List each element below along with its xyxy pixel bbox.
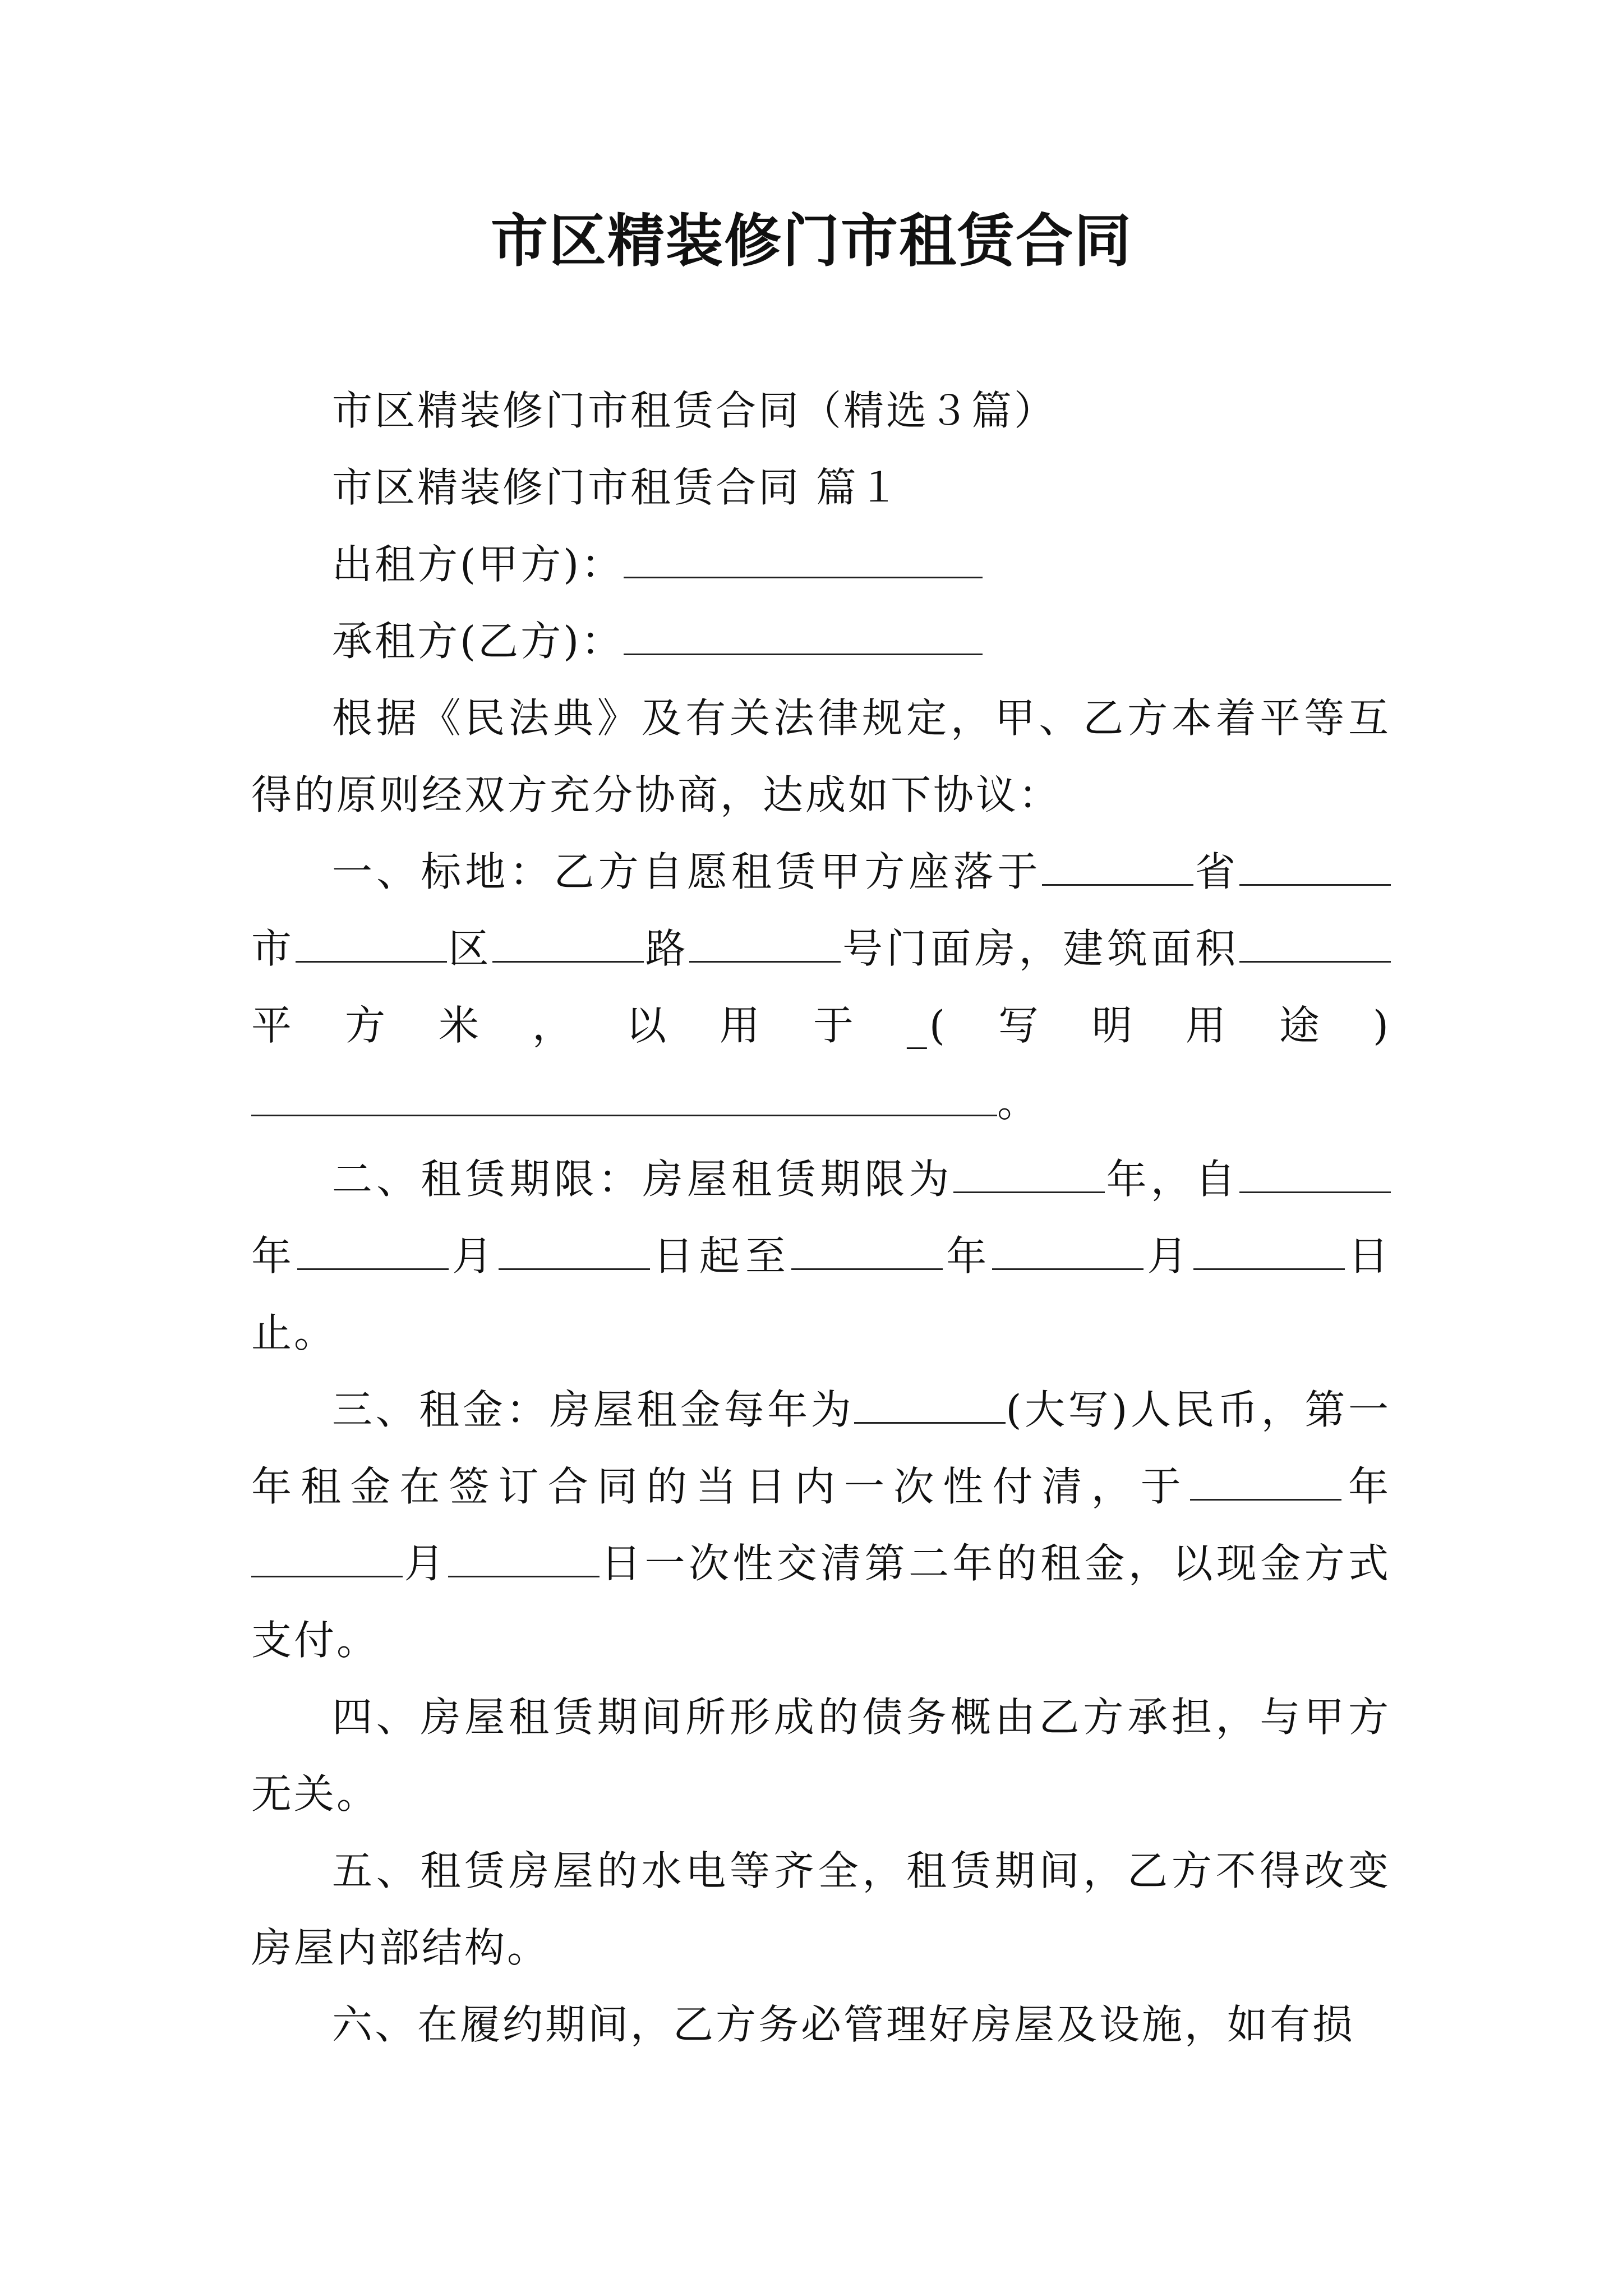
clause-3-e: 日一次性交清第二年的租金，以现金方式支付。 bbox=[251, 1540, 1391, 1664]
lessor-blank bbox=[624, 543, 983, 578]
clause-1-h: 。 bbox=[997, 1079, 1040, 1126]
blank bbox=[251, 1081, 997, 1116]
blank bbox=[992, 1235, 1144, 1270]
clause-1-g: 平方米，以用于_(写明用途) bbox=[251, 1002, 1391, 1049]
clause-1-a: 一、标地：乙方自愿租赁甲方座落于 bbox=[332, 848, 1042, 895]
clause-1-d: 区 bbox=[446, 925, 492, 972]
clause-2-f: 年 bbox=[943, 1232, 993, 1280]
clause-2-g: 月 bbox=[1144, 1232, 1193, 1280]
document-title: 市区精装修门市租赁合同 bbox=[491, 208, 1132, 275]
blank bbox=[296, 927, 447, 963]
part-heading: 市区精装修门市租赁合同 篇１ bbox=[332, 464, 901, 511]
lessee-label: 承租方(乙方)： bbox=[332, 618, 624, 665]
lessee-line bbox=[251, 603, 1391, 680]
clause-2-b: 年，自 bbox=[1104, 1156, 1239, 1203]
clause-3-a: 三、租金：房屋租金每年为 bbox=[332, 1386, 855, 1433]
document-body bbox=[251, 372, 1391, 2063]
clause-5: 五、租赁房屋的水电等齐全，租赁期间，乙方不得改变房屋内部结构。 bbox=[251, 1847, 1391, 1971]
clause-2-e: 日起至 bbox=[649, 1232, 792, 1280]
clause-2-d: 月 bbox=[449, 1232, 499, 1280]
clause-1 bbox=[251, 834, 1391, 1141]
clause-3 bbox=[251, 1372, 1391, 1679]
clause-1-c: 市 bbox=[251, 925, 296, 972]
blank bbox=[251, 1542, 403, 1577]
blank bbox=[854, 1388, 1006, 1424]
blank bbox=[492, 927, 644, 963]
blank bbox=[1239, 927, 1391, 963]
intro-paragraph: 根据《民法典》及有关法律规定，甲、乙方本着平等互得的原则经双方充分协商，达成如下协议： bbox=[251, 694, 1391, 818]
blank bbox=[448, 1542, 600, 1577]
blank bbox=[791, 1235, 943, 1270]
blank bbox=[499, 1235, 650, 1270]
clause-2-a: 二、租赁期限：房屋租赁期限为 bbox=[332, 1156, 953, 1203]
clause-2-h: 日止。 bbox=[251, 1232, 1391, 1356]
lessor-line bbox=[251, 526, 1391, 603]
clause-2 bbox=[251, 1141, 1391, 1372]
clause-3-d: 月 bbox=[403, 1540, 448, 1587]
clause-4: 四、房屋租赁期间所形成的债务概由乙方承担，与甲方无关。 bbox=[251, 1694, 1391, 1818]
blank bbox=[1042, 850, 1193, 886]
lessee-blank bbox=[624, 620, 983, 655]
blank bbox=[1239, 1158, 1391, 1193]
lessor-label: 出租方(甲方)： bbox=[332, 541, 624, 588]
clause-3-c: 年 bbox=[1341, 1463, 1391, 1510]
blank bbox=[1193, 1235, 1345, 1270]
blank bbox=[1190, 1465, 1341, 1501]
blank bbox=[953, 1158, 1105, 1193]
clause-1-b: 省 bbox=[1193, 848, 1239, 895]
blank bbox=[689, 927, 841, 963]
blank bbox=[1239, 850, 1391, 886]
clause-3-b: (大写)人民币，第一年租金在签订合同的当日内一次性付清，于 bbox=[251, 1386, 1391, 1510]
blank bbox=[297, 1235, 449, 1270]
clause-1-e: 路 bbox=[644, 925, 690, 972]
clause-1-f: 号门面房，建筑面积 bbox=[841, 925, 1239, 972]
clause-2-c: 年 bbox=[251, 1232, 298, 1280]
clause-6: 六、在履约期间，乙方务必管理好房屋及设施，如有损 bbox=[332, 2001, 1355, 2048]
subtitle: 市区精装修门市租赁合同（精选３篇） bbox=[332, 387, 1057, 434]
